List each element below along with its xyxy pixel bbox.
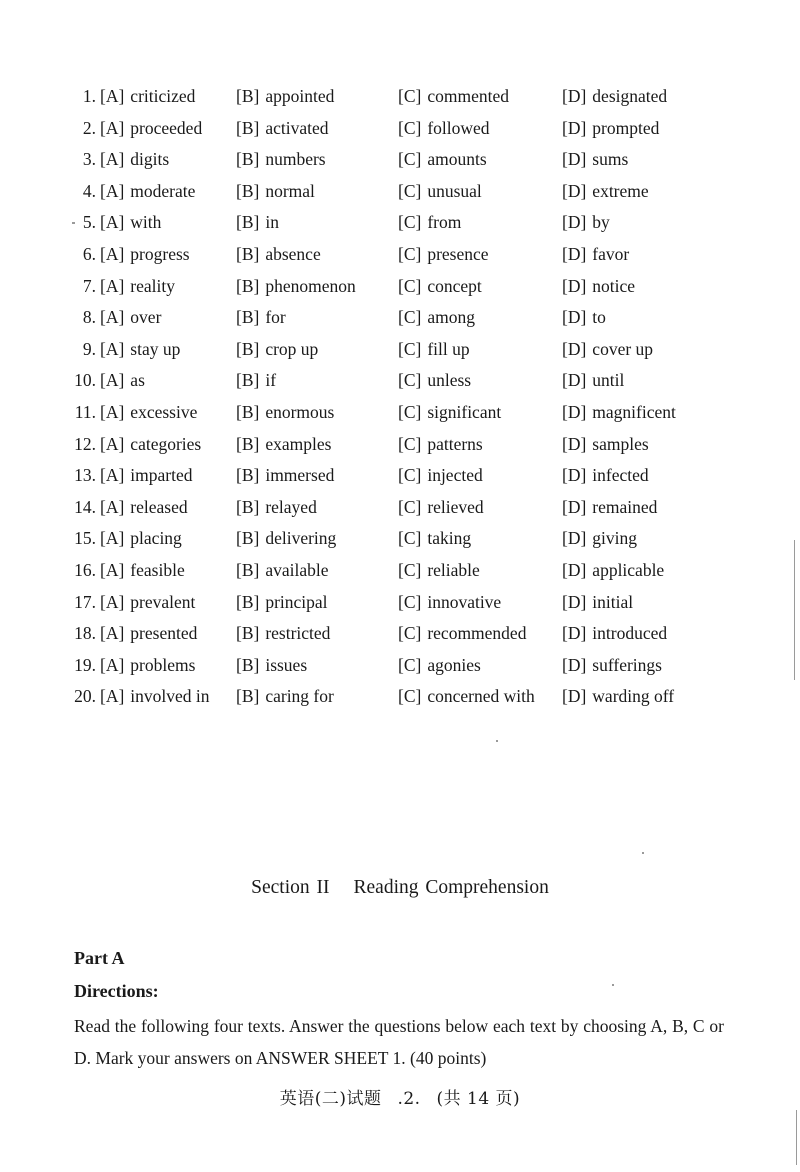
option-text: reliable — [427, 559, 480, 580]
option-text: principal — [265, 591, 328, 612]
option-letter: [B] — [236, 528, 260, 549]
answer-option — [236, 618, 330, 650]
option-text: with — [130, 212, 162, 233]
option-text: cover up — [592, 338, 654, 359]
option-text: progress — [130, 243, 190, 264]
answer-option — [398, 587, 501, 619]
option-letter: [D] — [562, 149, 587, 170]
answer-option — [562, 523, 637, 555]
option-letter: [B] — [236, 338, 260, 359]
option-text: remained — [592, 496, 658, 517]
option-letter: [A] — [100, 686, 125, 707]
answer-option — [100, 239, 190, 271]
question-row — [0, 523, 800, 555]
option-text: taking — [427, 528, 472, 549]
option-text: notice — [592, 275, 636, 296]
option-text: prevalent — [130, 591, 196, 612]
option-letter: [D] — [562, 559, 587, 580]
option-text: moderate — [130, 180, 196, 201]
option-letter: [A] — [100, 180, 125, 201]
option-letter: [A] — [100, 212, 125, 233]
option-text: excessive — [130, 401, 198, 422]
option-letter: [B] — [236, 212, 260, 233]
answer-option — [562, 334, 653, 366]
option-text: extreme — [592, 180, 649, 201]
option-text: in — [265, 212, 279, 233]
option-letter: [D] — [562, 528, 587, 549]
answer-option — [236, 587, 328, 619]
option-text: imparted — [130, 465, 193, 486]
question-row — [0, 334, 800, 366]
option-text: relayed — [265, 496, 317, 517]
question-number: 12. — [74, 433, 96, 454]
answer-option — [562, 492, 657, 524]
option-letter: [A] — [100, 401, 125, 422]
answer-option — [562, 365, 624, 397]
option-text: agonies — [427, 654, 481, 675]
question-number: 8. — [82, 307, 96, 328]
option-text: innovative — [427, 591, 502, 612]
option-letter: [A] — [100, 370, 125, 391]
option-letter: [C] — [398, 212, 422, 233]
option-text: enormous — [265, 401, 335, 422]
answer-option — [398, 429, 483, 461]
option-letter: [A] — [100, 275, 125, 296]
question-row — [0, 271, 800, 303]
option-letter: [B] — [236, 623, 260, 644]
option-letter: [D] — [562, 117, 587, 138]
question-number: 2. — [82, 117, 96, 138]
option-letter: [C] — [398, 117, 422, 138]
answer-option — [236, 271, 356, 303]
answer-option — [398, 144, 487, 176]
option-letter: [C] — [398, 243, 422, 264]
option-letter: [D] — [562, 686, 587, 707]
option-text: involved in — [130, 686, 210, 707]
option-letter: [D] — [562, 591, 587, 612]
answer-option — [100, 207, 161, 239]
option-text: feasible — [130, 559, 185, 580]
answer-option — [562, 429, 649, 461]
question-row — [0, 81, 800, 113]
option-text: reality — [130, 275, 175, 296]
scan-speck — [612, 984, 614, 986]
option-text: amounts — [427, 149, 487, 170]
answer-option — [562, 81, 667, 113]
option-text: absence — [265, 243, 321, 264]
option-text: categories — [130, 433, 202, 454]
scan-edge-line — [796, 1110, 797, 1165]
option-letter: [D] — [562, 338, 587, 359]
answer-option — [100, 650, 195, 682]
option-letter: [A] — [100, 117, 125, 138]
option-text: concept — [427, 275, 482, 296]
option-letter: [C] — [398, 401, 422, 422]
option-text: infected — [592, 465, 649, 486]
option-text: from — [427, 212, 462, 233]
option-letter: [D] — [562, 623, 587, 644]
option-text: activated — [265, 117, 329, 138]
answer-option — [562, 302, 606, 334]
option-letter: [A] — [100, 86, 125, 106]
option-text: designated — [592, 86, 668, 106]
answer-option — [562, 681, 674, 713]
option-letter: [C] — [398, 338, 422, 359]
option-text: as — [130, 370, 145, 391]
footer-page-number: .2. — [397, 1089, 421, 1109]
option-text: caring for — [265, 686, 334, 707]
option-letter: [D] — [562, 465, 587, 486]
option-text: injected — [427, 465, 483, 486]
directions-text: Read the following four texts. Answer the questions below each text by choosing A, B, C or D. Mark your answers on ANSWER SHEET 1. (40 points) — [74, 1016, 724, 1068]
question-row — [0, 650, 800, 682]
option-letter: [A] — [100, 623, 125, 644]
answer-option — [100, 81, 195, 113]
question-number: 15. — [74, 528, 96, 549]
answer-option — [100, 618, 197, 650]
option-letter: [C] — [398, 180, 422, 201]
answer-option — [398, 681, 535, 713]
scan-speck — [642, 852, 644, 854]
option-letter: [B] — [236, 401, 260, 422]
answer-option — [100, 460, 193, 492]
question-row — [0, 555, 800, 587]
cloze-options-list — [0, 81, 800, 713]
answer-option — [562, 144, 628, 176]
option-letter: [B] — [236, 243, 260, 264]
answer-option — [398, 460, 483, 492]
question-row — [0, 176, 800, 208]
option-letter: [B] — [236, 591, 260, 612]
question-number: 19. — [74, 654, 96, 675]
option-letter: [A] — [100, 496, 125, 517]
option-letter: [C] — [398, 528, 422, 549]
option-letter: [D] — [562, 243, 587, 264]
option-letter: [A] — [100, 528, 125, 549]
option-text: significant — [427, 401, 502, 422]
answer-option — [236, 492, 317, 524]
answer-option — [100, 271, 175, 303]
answer-option — [236, 681, 334, 713]
answer-option — [398, 81, 509, 113]
option-letter: [B] — [236, 559, 260, 580]
option-text: proceeded — [130, 117, 203, 138]
option-text: until — [592, 370, 625, 391]
answer-option — [562, 555, 664, 587]
option-text: over — [130, 307, 162, 328]
option-text: to — [592, 307, 606, 328]
option-text: available — [265, 559, 329, 580]
answer-option — [562, 397, 676, 429]
option-letter: [A] — [100, 307, 125, 328]
question-row — [0, 144, 800, 176]
section-title: Reading Comprehension — [353, 877, 549, 898]
option-letter: [B] — [236, 370, 260, 391]
option-letter: [C] — [398, 370, 422, 391]
option-letter: [B] — [236, 180, 260, 201]
option-text: patterns — [427, 433, 483, 454]
option-letter: [A] — [100, 654, 125, 675]
option-text: crop up — [265, 338, 319, 359]
answer-option — [236, 176, 315, 208]
option-text: placing — [130, 528, 182, 549]
question-row — [0, 429, 800, 461]
option-letter: [C] — [398, 623, 422, 644]
option-text: problems — [130, 654, 196, 675]
page-footer — [0, 1084, 800, 1109]
answer-option — [562, 176, 649, 208]
question-number: 1. — [82, 86, 96, 106]
answer-option — [562, 271, 635, 303]
answer-option — [398, 334, 470, 366]
question-row — [0, 587, 800, 619]
option-text: followed — [427, 117, 490, 138]
option-letter: [B] — [236, 149, 260, 170]
option-text: by — [592, 212, 610, 233]
option-text: criticized — [130, 86, 196, 106]
option-letter: [D] — [562, 275, 587, 296]
option-text: numbers — [265, 149, 326, 170]
question-number: 6. — [82, 243, 96, 264]
option-letter: [A] — [100, 338, 125, 359]
option-letter: [D] — [562, 496, 587, 517]
directions-label: Directions: — [74, 981, 159, 1001]
answer-option — [100, 492, 188, 524]
option-letter: [D] — [562, 433, 587, 454]
option-text: restricted — [265, 623, 331, 644]
answer-option — [562, 239, 629, 271]
answer-option — [100, 397, 197, 429]
option-text: normal — [265, 180, 315, 201]
option-text: sums — [592, 149, 629, 170]
answer-option — [562, 650, 662, 682]
option-letter: [D] — [562, 370, 587, 391]
option-text: released — [130, 496, 188, 517]
question-row — [0, 302, 800, 334]
option-text: immersed — [265, 465, 335, 486]
answer-option — [236, 429, 331, 461]
option-text: among — [427, 307, 475, 328]
answer-option — [236, 397, 334, 429]
footer-subject: 英语(二)试题 — [279, 1089, 382, 1109]
option-text: delivering — [265, 528, 337, 549]
question-number: 16. — [74, 559, 96, 580]
option-letter: [D] — [562, 307, 587, 328]
option-letter: [B] — [236, 307, 260, 328]
option-text: relieved — [427, 496, 484, 517]
scan-speck — [496, 740, 498, 742]
answer-option — [236, 555, 328, 587]
answer-option — [398, 365, 471, 397]
option-text: presence — [427, 243, 489, 264]
answer-option — [398, 618, 526, 650]
answer-option — [398, 397, 501, 429]
option-text: unusual — [427, 180, 482, 201]
question-number: 7. — [82, 275, 96, 296]
question-row — [0, 492, 800, 524]
option-text: stay up — [130, 338, 181, 359]
option-text: giving — [592, 528, 638, 549]
option-letter: [A] — [100, 559, 125, 580]
option-text: phenomenon — [265, 275, 356, 296]
answer-option — [236, 113, 328, 145]
option-text: examples — [265, 433, 332, 454]
option-letter: [A] — [100, 433, 125, 454]
option-text: favor — [592, 243, 630, 264]
option-letter: [D] — [562, 180, 587, 201]
question-number: 13. — [74, 465, 96, 486]
option-letter: [C] — [398, 686, 422, 707]
option-text: presented — [130, 623, 198, 644]
option-letter: [B] — [236, 496, 260, 517]
answer-option — [562, 618, 667, 650]
option-letter: [D] — [562, 401, 587, 422]
answer-option — [398, 650, 481, 682]
option-text: samples — [592, 433, 649, 454]
answer-option — [100, 555, 185, 587]
option-letter: [A] — [100, 591, 125, 612]
question-row — [0, 460, 800, 492]
answer-option — [100, 523, 182, 555]
question-row — [0, 397, 800, 429]
option-letter: [B] — [236, 117, 260, 138]
question-number: 5. — [82, 212, 96, 233]
section-heading — [0, 877, 800, 899]
answer-option — [236, 365, 276, 397]
answer-option — [236, 207, 279, 239]
question-row — [0, 618, 800, 650]
answer-option — [562, 207, 610, 239]
option-text: initial — [592, 591, 634, 612]
answer-option — [100, 429, 201, 461]
option-text: applicable — [592, 559, 665, 580]
answer-option — [398, 113, 490, 145]
option-letter: [B] — [236, 465, 260, 486]
answer-option — [236, 144, 326, 176]
answer-option — [100, 334, 180, 366]
option-text: warding off — [592, 686, 675, 707]
option-letter: [C] — [398, 654, 422, 675]
answer-option — [100, 144, 169, 176]
option-text: commented — [427, 86, 509, 106]
option-text: concerned with — [427, 686, 535, 707]
answer-option — [398, 523, 471, 555]
option-text: magnificent — [592, 401, 676, 422]
answer-option — [236, 650, 307, 682]
option-letter: [C] — [398, 559, 422, 580]
option-letter: [C] — [398, 307, 422, 328]
option-text: recommended — [427, 623, 527, 644]
question-row — [0, 681, 800, 713]
option-letter: [A] — [100, 243, 125, 264]
answer-option — [236, 523, 336, 555]
section-number: Section II — [251, 877, 330, 898]
question-row — [0, 365, 800, 397]
option-letter: [B] — [236, 433, 260, 454]
answer-option — [100, 681, 210, 713]
option-text: appointed — [265, 86, 335, 106]
option-text: issues — [265, 654, 308, 675]
question-number: 3. — [82, 149, 96, 170]
question-number: 4. — [82, 180, 96, 201]
option-letter: [C] — [398, 433, 422, 454]
option-letter: [D] — [562, 212, 587, 233]
question-number: 18. — [74, 623, 96, 644]
option-text: introduced — [592, 623, 668, 644]
option-letter: [C] — [398, 496, 422, 517]
answer-option — [562, 460, 649, 492]
question-row — [0, 207, 800, 239]
option-letter: [B] — [236, 654, 260, 675]
answer-option — [398, 239, 489, 271]
option-letter: [C] — [398, 591, 422, 612]
scan-edge-line — [794, 540, 795, 680]
option-letter: [B] — [236, 275, 260, 296]
answer-option — [100, 302, 161, 334]
question-number: 20. — [74, 686, 96, 707]
answer-option — [398, 555, 480, 587]
answer-option — [562, 113, 659, 145]
option-text: prompted — [592, 117, 660, 138]
answer-option — [236, 302, 286, 334]
option-letter: [A] — [100, 465, 125, 486]
option-text: if — [265, 370, 277, 391]
answer-option — [100, 587, 195, 619]
option-letter: [A] — [100, 149, 125, 170]
answer-option — [236, 81, 334, 113]
answer-option — [562, 587, 633, 619]
answer-option — [398, 492, 484, 524]
part-title: Part A — [74, 948, 125, 968]
option-text: digits — [130, 149, 170, 170]
answer-option — [100, 113, 202, 145]
scan-speck — [72, 222, 75, 224]
option-letter: [B] — [236, 86, 260, 106]
option-letter: [C] — [398, 275, 422, 296]
answer-option — [236, 239, 321, 271]
option-text: for — [265, 307, 286, 328]
option-text: sufferings — [592, 654, 662, 675]
option-letter: [D] — [562, 86, 587, 106]
option-letter: [C] — [398, 149, 422, 170]
question-number: 17. — [74, 591, 96, 612]
question-number: 11. — [74, 401, 96, 422]
option-letter: [D] — [562, 654, 587, 675]
answer-option — [100, 365, 145, 397]
answer-option — [398, 302, 475, 334]
question-row — [0, 113, 800, 145]
answer-option — [398, 207, 461, 239]
answer-option — [236, 460, 334, 492]
answer-option — [236, 334, 318, 366]
answer-option — [100, 176, 195, 208]
option-letter: [B] — [236, 686, 260, 707]
answer-option — [398, 271, 482, 303]
question-number: 9. — [82, 338, 96, 359]
option-text: fill up — [427, 338, 470, 359]
answer-option — [398, 176, 482, 208]
question-number: 14. — [74, 496, 96, 517]
option-text: unless — [427, 370, 472, 391]
question-row — [0, 239, 800, 271]
option-letter: [C] — [398, 86, 422, 106]
question-number: 10. — [74, 370, 96, 391]
footer-total-pages: (共 14 页) — [436, 1089, 521, 1109]
option-letter: [C] — [398, 465, 422, 486]
